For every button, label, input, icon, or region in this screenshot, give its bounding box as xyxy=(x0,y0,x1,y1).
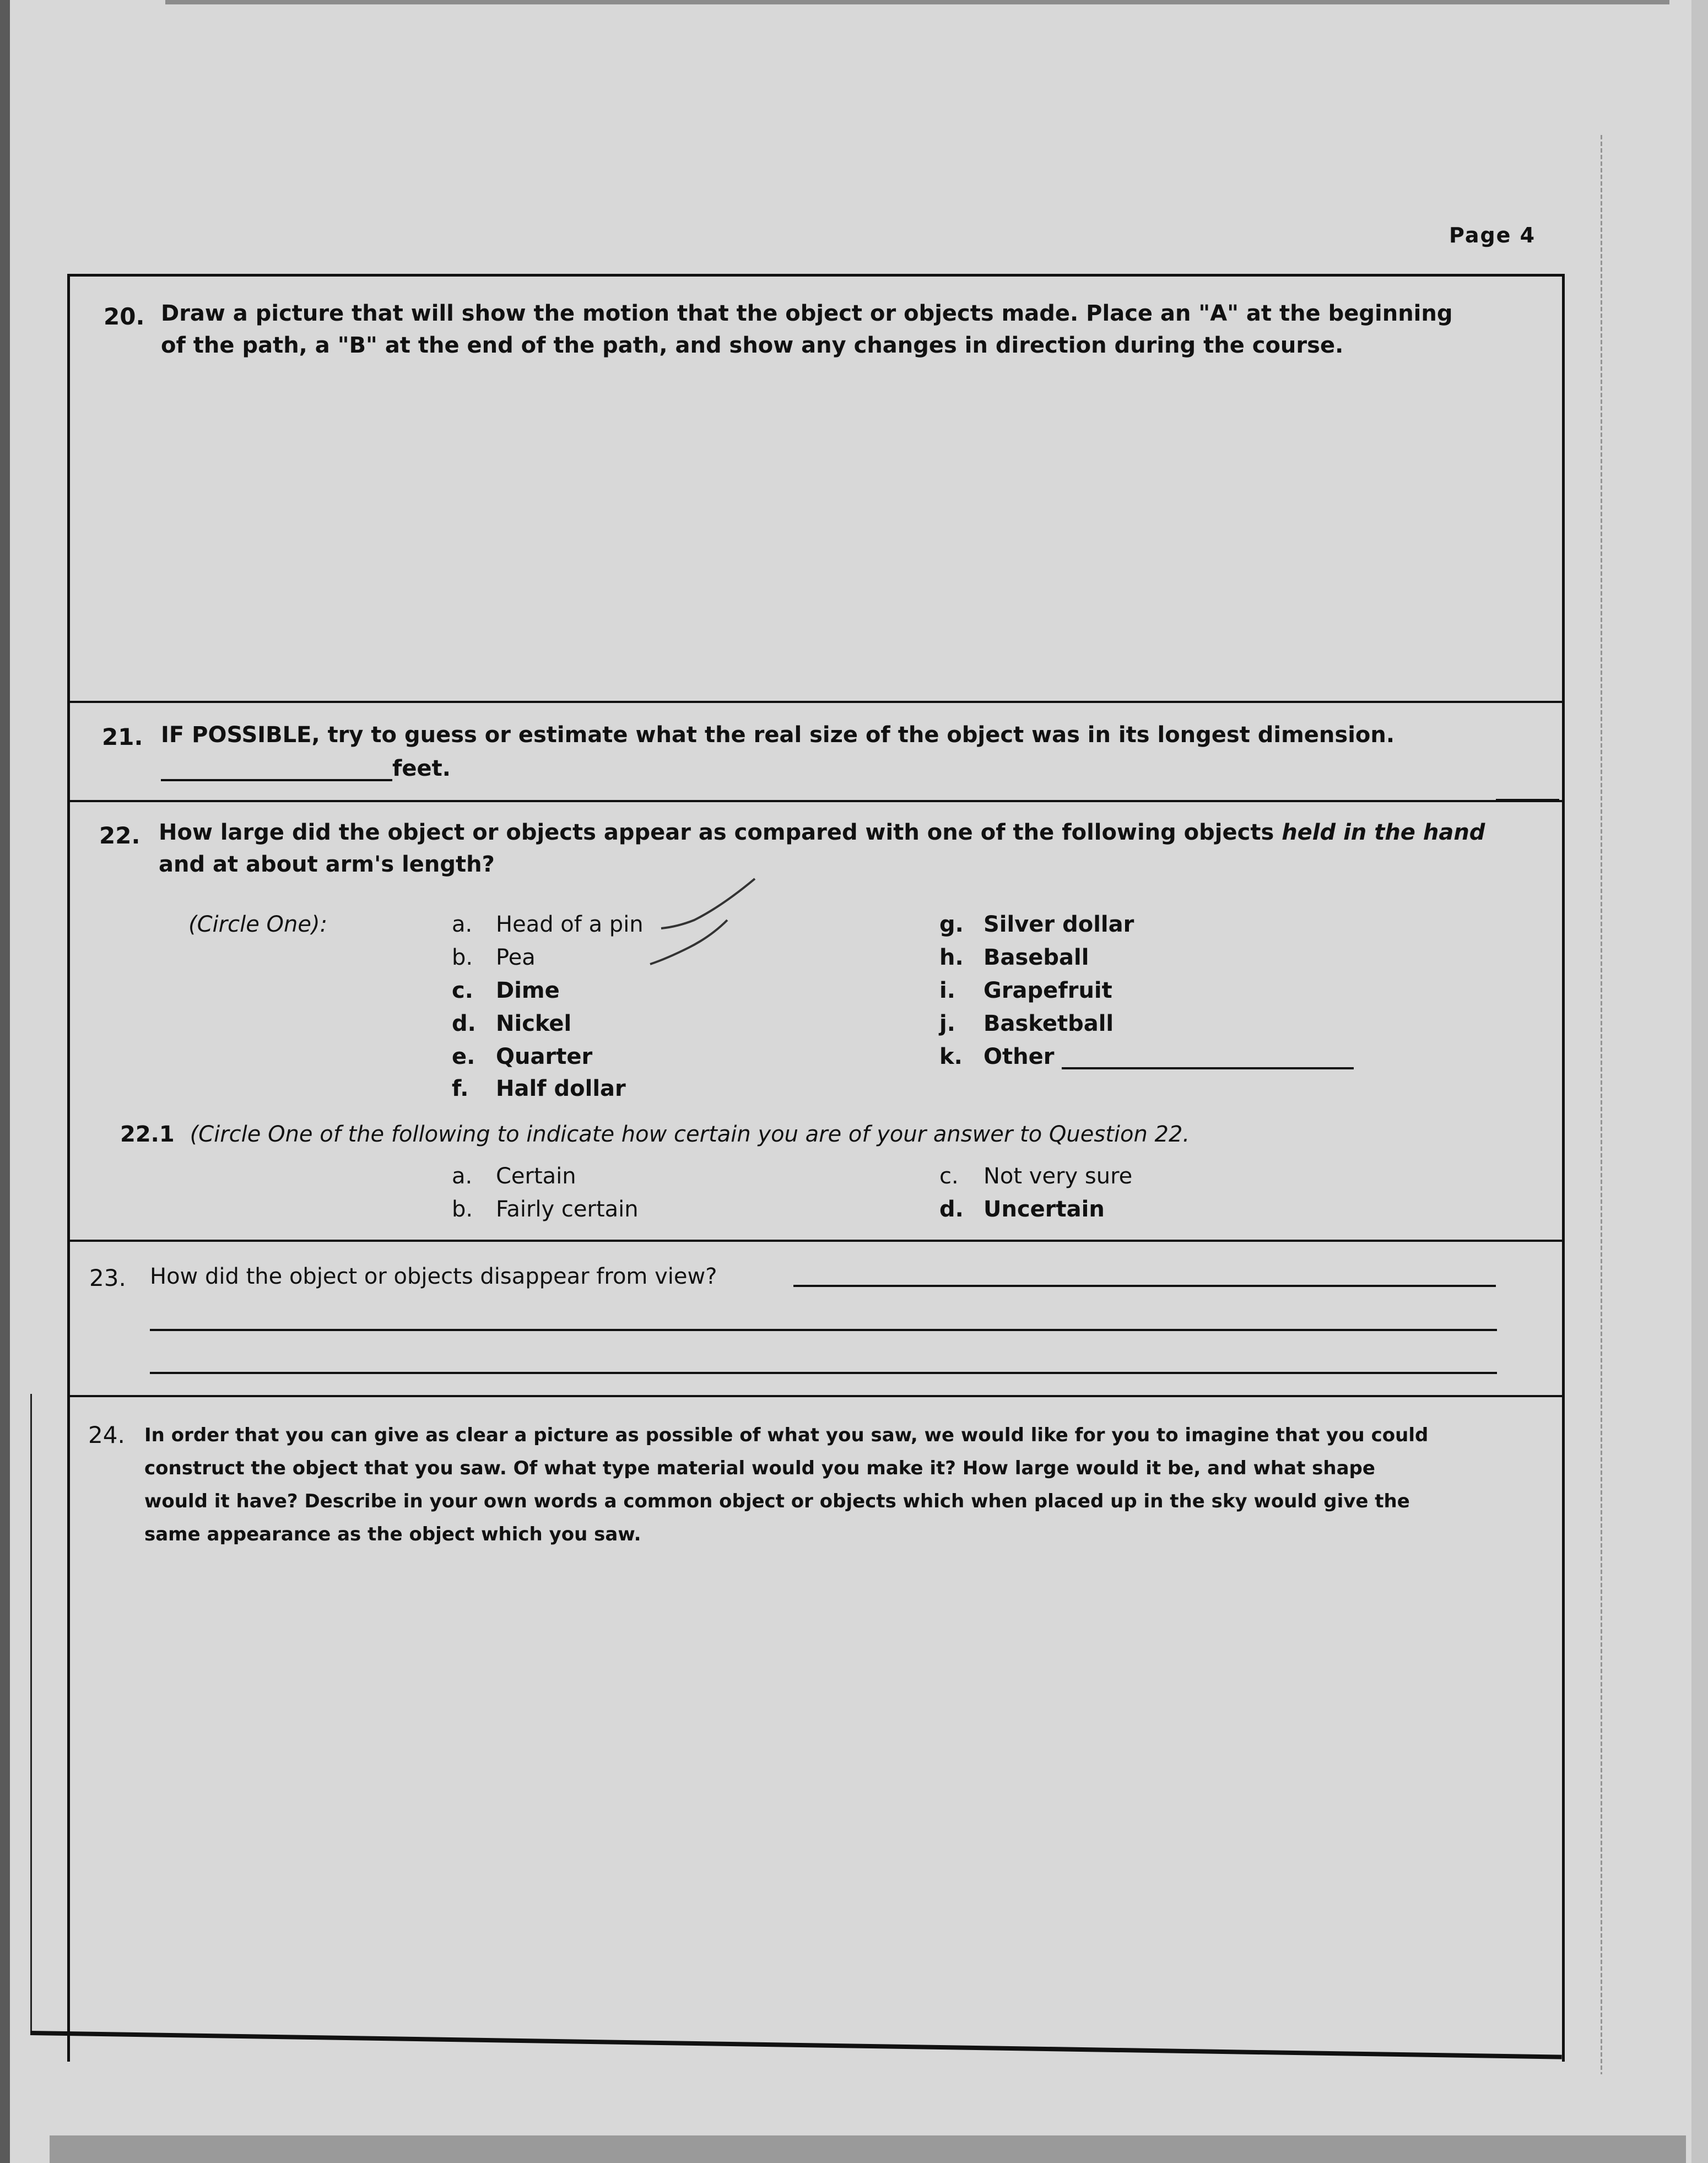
answer-line-2[interactable] xyxy=(150,1329,1497,1331)
drawing-area[interactable] xyxy=(70,375,1558,700)
question-text-line: In order that you can give as clear a picture as possible of what you saw, we would like for you to imagine that you could xyxy=(144,1424,1429,1446)
answer-line-1[interactable] xyxy=(793,1285,1496,1287)
size-answer-field[interactable] xyxy=(161,759,392,781)
question-number: 20. xyxy=(104,303,145,330)
unit-label: feet. xyxy=(392,756,451,781)
question-text-line: would it have? Describe in your own words a common object or objects which when placed up in the sky would give the xyxy=(144,1490,1410,1512)
question-22-1 xyxy=(120,1118,1498,1150)
option-silver-dollar[interactable]: g. Silver dollar xyxy=(939,912,1134,937)
option-pea[interactable]: b. Pea xyxy=(452,945,536,970)
question-number: 22.1 xyxy=(120,1122,175,1147)
question-text xyxy=(161,298,1511,361)
question-text-line: and at about arm's length? xyxy=(159,852,495,877)
scan-left-edge xyxy=(0,0,10,2163)
option-head-of-pin[interactable]: a. Head of a pin xyxy=(452,912,644,937)
question-23 xyxy=(67,1240,1562,1242)
question-21 xyxy=(67,701,1562,802)
option-half-dollar[interactable]: f. Half dollar xyxy=(452,1076,626,1101)
form-border-left xyxy=(30,1394,32,2033)
question-text-line: Draw a picture that will show the motion that the object or objects made. Place an "A" at the beginning xyxy=(161,301,1453,326)
page-number: Page 4 xyxy=(1449,223,1536,247)
option-grapefruit[interactable]: i. Grapefruit xyxy=(939,978,1112,1003)
option-baseball[interactable]: h. Baseball xyxy=(939,945,1089,970)
question-number: 21. xyxy=(102,723,143,750)
answer-line-3[interactable] xyxy=(150,1372,1497,1374)
question-text: IF POSSIBLE, try to guess or estimate what the real size of the object was in its longest dimension. xyxy=(161,722,1395,748)
option-fairly-certain[interactable]: b. Fairly certain xyxy=(452,1197,639,1222)
question-number: 23. xyxy=(89,1264,126,1291)
option-certain[interactable]: a. Certain xyxy=(452,1164,576,1189)
question-text: How did the object or objects disappear from view? xyxy=(150,1264,717,1289)
question-text-line: of the path, a "B" at the end of the path, and show any changes in direction during the course. xyxy=(161,333,1344,358)
option-not-very-sure[interactable]: c. Not very sure xyxy=(939,1164,1133,1189)
question-number: 24. xyxy=(88,1421,125,1448)
other-answer-field[interactable] xyxy=(1062,1047,1354,1069)
option-basketball[interactable]: j. Basketball xyxy=(939,1011,1114,1036)
question-text-line: construct the object that you saw. Of what type material would you make it? How large would it be, and what shape xyxy=(144,1457,1375,1479)
option-nickel[interactable]: d. Nickel xyxy=(452,1011,572,1036)
handwritten-check-icon xyxy=(645,876,766,970)
scan-right-edge xyxy=(1691,0,1708,2163)
question-text-emphasis: held in the hand xyxy=(1282,820,1485,845)
question-text xyxy=(144,1419,1522,1551)
question-text: (Circle One of the following to indicate how certain you are of your answer to Question 22. xyxy=(190,1122,1190,1147)
margin-rule xyxy=(1601,135,1602,2074)
circle-one-instruction: (Circle One): xyxy=(188,912,328,937)
question-24 xyxy=(67,1395,1562,1397)
question-text xyxy=(159,816,1536,880)
question-22 xyxy=(67,800,1562,802)
size-answer-row xyxy=(161,756,451,781)
question-number: 22. xyxy=(99,822,140,849)
option-quarter[interactable]: e. Quarter xyxy=(452,1044,593,1069)
question-text-line: same appearance as the object which you saw. xyxy=(144,1523,641,1545)
scan-top-edge xyxy=(165,0,1669,4)
question-text-line: How large did the object or objects appear as compared with one of the following objects xyxy=(159,820,1282,845)
option-dime[interactable]: c. Dime xyxy=(452,978,560,1003)
description-answer-area[interactable] xyxy=(70,1559,1558,2027)
scan-bottom-edge xyxy=(50,2135,1686,2163)
option-other[interactable]: k. Other xyxy=(939,1044,1354,1069)
option-uncertain[interactable]: d. Uncertain xyxy=(939,1197,1105,1222)
